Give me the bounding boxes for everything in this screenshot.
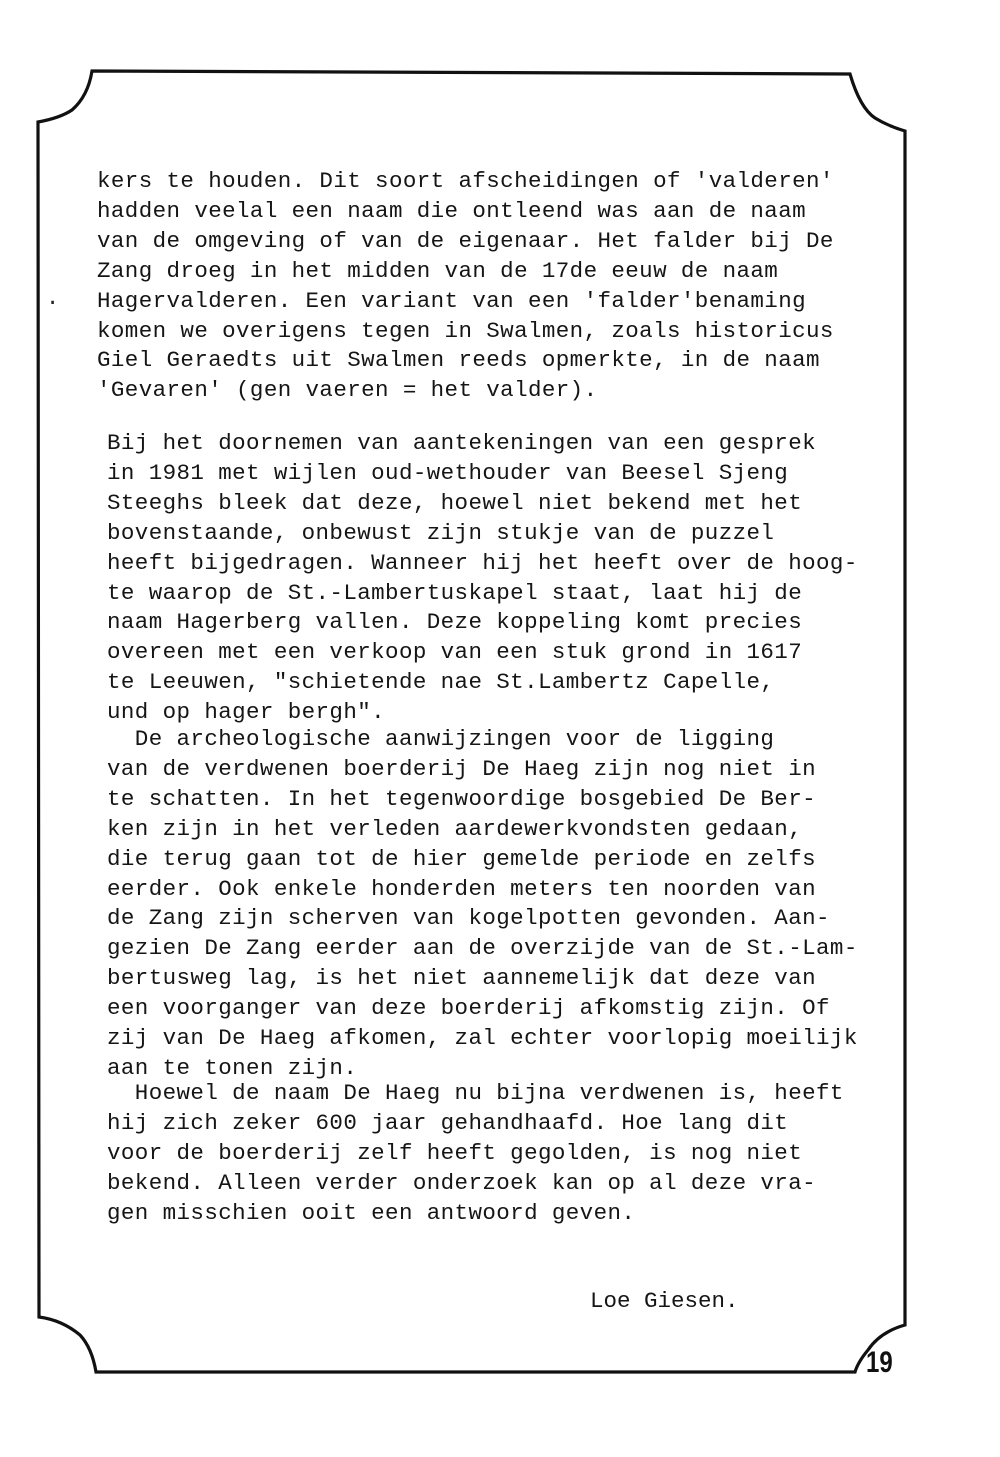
text-line: gen misschien ooit een antwoord geven. xyxy=(107,1199,636,1226)
margin-mark: . xyxy=(46,286,60,311)
text-line: hadden veelal een naam die ontleend was aan de naam xyxy=(97,197,807,224)
text-line: bekend. Alleen verder onderzoek kan op al deze vra- xyxy=(107,1169,817,1196)
text-line: een voorganger van deze boerderij afkomstig zijn. Of xyxy=(107,995,830,1022)
text-line: te Leeuwen, "schietende nae St.Lambertz Capelle, xyxy=(107,669,775,696)
text-line: aan te tonen zijn. xyxy=(107,1054,358,1081)
text-line: heeft bijgedragen. Wanneer hij het heeft over de hoog- xyxy=(107,549,858,576)
author-signature: Loe Giesen. xyxy=(590,1288,739,1314)
text-line: in 1981 met wijlen oud-wethouder van Beesel Sjeng xyxy=(107,459,789,486)
text-line: gezien De Zang eerder aan de overzijde van de St.-Lam- xyxy=(107,935,858,962)
text-line: De archeologische aanwijzingen voor de ligging xyxy=(107,726,775,752)
text-line: hij zich zeker 600 jaar gehandhaafd. Hoe lang dit xyxy=(107,1109,789,1136)
text-line: naam Hagerberg vallen. Deze koppeling komt precies xyxy=(107,609,803,636)
text-line: Hagervalderen. Een variant van een 'falder'benaming xyxy=(97,287,807,314)
text-line: ken zijn in het verleden aardewerkvondsten gedaan, xyxy=(107,815,803,842)
text-line: van de omgeving of van de eigenaar. Het falder bij De xyxy=(97,227,834,254)
text-line: van de verdwenen boerderij De Haeg zijn nog niet in xyxy=(107,755,817,782)
text-line: Bij het doornemen van aantekeningen van een gesprek xyxy=(107,430,817,456)
text-line: te waarop de St.-Lambertuskapel staat, laat hij de xyxy=(107,579,803,606)
text-line: Giel Geraedts uit Swalmen reeds opmerkte, in de naam xyxy=(97,347,820,374)
text-line: und op hager bergh". xyxy=(107,699,386,726)
text-line: eerder. Ook enkele honderden meters ten noorden van xyxy=(107,875,817,902)
text-line: Hoewel de naam De Haeg nu bijna verdwenen is, heeft xyxy=(107,1080,844,1106)
text-line: komen we overigens tegen in Swalmen, zoals historicus xyxy=(97,317,834,344)
text-line: Steeghs bleek dat deze, hoewel niet bekend met het xyxy=(107,489,803,516)
text-line: de Zang zijn scherven van kogelpotten gevonden. Aan- xyxy=(107,905,830,932)
text-line: bovenstaande, onbewust zijn stukje van de puzzel xyxy=(107,519,775,546)
text-line: overeen met een verkoop van een stuk grond in 1617 xyxy=(107,639,803,666)
text-line: voor de boerderij zelf heeft gegolden, is nog niet xyxy=(107,1139,803,1166)
page-number: 19 xyxy=(866,1346,893,1379)
text-line: die terug gaan tot de hier gemelde periode en zelfs xyxy=(107,845,817,872)
text-line: 'Gevaren' (gen vaeren = het valder). xyxy=(97,377,598,404)
text-line: bertusweg lag, is het niet aannemelijk dat deze van xyxy=(107,965,817,992)
text-line: zij van De Haeg afkomen, zal echter voorlopig moeilijk xyxy=(107,1025,858,1051)
text-line: Zang droeg in het midden van de 17de eeuw de naam xyxy=(97,257,779,284)
text-line: kers te houden. Dit soort afscheidingen of 'valderen' xyxy=(97,168,834,194)
text-line: te schatten. In het tegenwoordige bosgebied De Ber- xyxy=(107,785,817,812)
